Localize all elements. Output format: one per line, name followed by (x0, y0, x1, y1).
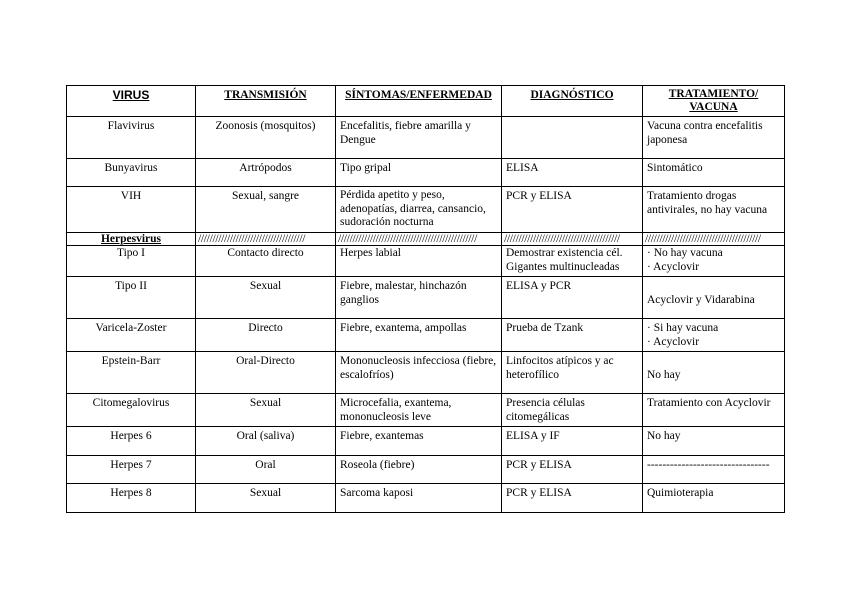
cell-transmision: Zoonosis (mosquitos) (196, 117, 336, 159)
table-row (67, 455, 785, 483)
cell-transmision: Sexual (196, 483, 336, 512)
separator-transmision: ///////////////////////////////////// (196, 232, 336, 245)
cell-diagnostico: Demostrar existencia cél. Gigantes multinucleadas (502, 245, 643, 276)
cell-tratamiento (643, 351, 785, 393)
cell-tratamiento (643, 245, 785, 276)
cell-tratamiento: Sintomático (643, 159, 785, 187)
cell-transmision: Directo (196, 318, 336, 351)
cell-sintomas: Roseola (fiebre) (336, 455, 502, 483)
cell-sintomas: Fiebre, malestar, hinchazón ganglios (336, 276, 502, 318)
cell-diagnostico: PCR y ELISA (502, 187, 643, 233)
cell-diagnostico: PCR y ELISA (502, 455, 643, 483)
cell-virus: VIH (67, 187, 196, 233)
separator-tratamiento: //////////////////////////////////////// (643, 232, 785, 245)
cell-diagnostico: ELISA y PCR (502, 276, 643, 318)
tratamiento-line: · Acyclovir (647, 335, 700, 348)
cell-virus: Herpes 7 (67, 455, 196, 483)
tratamiento-line: Quimioterapia (647, 486, 714, 499)
cell-sintomas: Encefalitis, fiebre amarilla y Dengue (336, 117, 502, 159)
cell-tratamiento: Vacuna contra encefalitis japonesa (643, 117, 785, 159)
cell-virus: Herpes 6 (67, 426, 196, 455)
cell-sintomas: Microcefalia, exantema, mononucleosis leve (336, 393, 502, 426)
separator-sintomas: //////////////////////////////////////////////// (336, 232, 502, 245)
cell-virus: Varicela-Zoster (67, 318, 196, 351)
cell-transmision: Contacto directo (196, 245, 336, 276)
header-row (67, 86, 785, 117)
tratamiento-line: Tratamiento con Acyclovir (647, 396, 771, 409)
cell-virus: Herpes 8 (67, 483, 196, 512)
cell-diagnostico: Linfocitos atípicos y ac heterofílico (502, 351, 643, 393)
cell-virus: Citomegalovirus (67, 393, 196, 426)
cell-sintomas: Fiebre, exantemas (336, 426, 502, 455)
table-row (67, 351, 785, 393)
header-virus: VIRUS (67, 86, 196, 117)
cell-transmision: Artrópodos (196, 159, 336, 187)
table-row (67, 426, 785, 455)
cell-virus: Bunyavirus (67, 159, 196, 187)
cell-sintomas: Tipo gripal (336, 159, 502, 187)
group-row (67, 232, 785, 245)
cell-transmision: Sexual, sangre (196, 187, 336, 233)
separator-diagnostico: //////////////////////////////////////// (502, 232, 643, 245)
cell-diagnostico: PCR y ELISA (502, 483, 643, 512)
cell-tratamiento (643, 455, 785, 483)
cell-sintomas: Mononucleosis infecciosa (fiebre, escalofríos) (336, 351, 502, 393)
cell-sintomas: Herpes labial (336, 245, 502, 276)
tratamiento-line: · Si hay vacuna (647, 321, 719, 334)
cell-transmision: Oral (196, 455, 336, 483)
cell-sintomas: Sarcoma kaposi (336, 483, 502, 512)
cell-diagnostico: ELISA (502, 159, 643, 187)
tratamiento-line: · Acyclovir (647, 260, 700, 273)
tratamiento-line: · No hay vacuna (647, 246, 723, 259)
cell-transmision: Oral-Directo (196, 351, 336, 393)
cell-tratamiento (643, 426, 785, 455)
header-tratamiento: TRATAMIENTO/ VACUNA (643, 86, 785, 117)
table-row (67, 276, 785, 318)
header-sintomas: SÍNTOMAS/ENFERMEDAD (336, 86, 502, 117)
header-transmision: TRANSMISIÓN (196, 86, 336, 117)
table-row (67, 483, 785, 512)
table-row (67, 318, 785, 351)
cell-virus: Flavivirus (67, 117, 196, 159)
cell-diagnostico: Prueba de Tzank (502, 318, 643, 351)
cell-virus: Tipo II (67, 276, 196, 318)
cell-tratamiento (643, 318, 785, 351)
cell-tratamiento (643, 393, 785, 426)
tratamiento-line: No hay (647, 429, 681, 442)
tratamiento-line: Acyclovir y Vidarabina (647, 293, 755, 306)
cell-diagnostico: Presencia células citomegálicas (502, 393, 643, 426)
table-row (67, 187, 785, 233)
table-row (67, 393, 785, 426)
cell-diagnostico: ELISA y IF (502, 426, 643, 455)
cell-sintomas: Pérdida apetito y peso, adenopatías, diarrea, cansancio, sudoración nocturna (336, 187, 502, 233)
cell-tratamiento (643, 276, 785, 318)
cell-sintomas: Fiebre, exantema, ampollas (336, 318, 502, 351)
table-row (67, 245, 785, 276)
cell-tratamiento: Tratamiento drogas antivirales, no hay vacuna (643, 187, 785, 233)
cell-diagnostico (502, 117, 643, 159)
header-diagnostico: DIAGNÓSTICO (502, 86, 643, 117)
virus-table (66, 85, 785, 513)
cell-transmision: Sexual (196, 393, 336, 426)
group-name: Herpesvirus (67, 232, 196, 245)
cell-transmision: Sexual (196, 276, 336, 318)
cell-virus: Tipo I (67, 245, 196, 276)
table-row (67, 117, 785, 159)
table-row (67, 159, 785, 187)
cell-tratamiento (643, 483, 785, 512)
tratamiento-line: No hay (647, 368, 681, 381)
cell-transmision: Oral (saliva) (196, 426, 336, 455)
tratamiento-line: -------------------------------- (647, 458, 770, 471)
cell-virus: Epstein-Barr (67, 351, 196, 393)
